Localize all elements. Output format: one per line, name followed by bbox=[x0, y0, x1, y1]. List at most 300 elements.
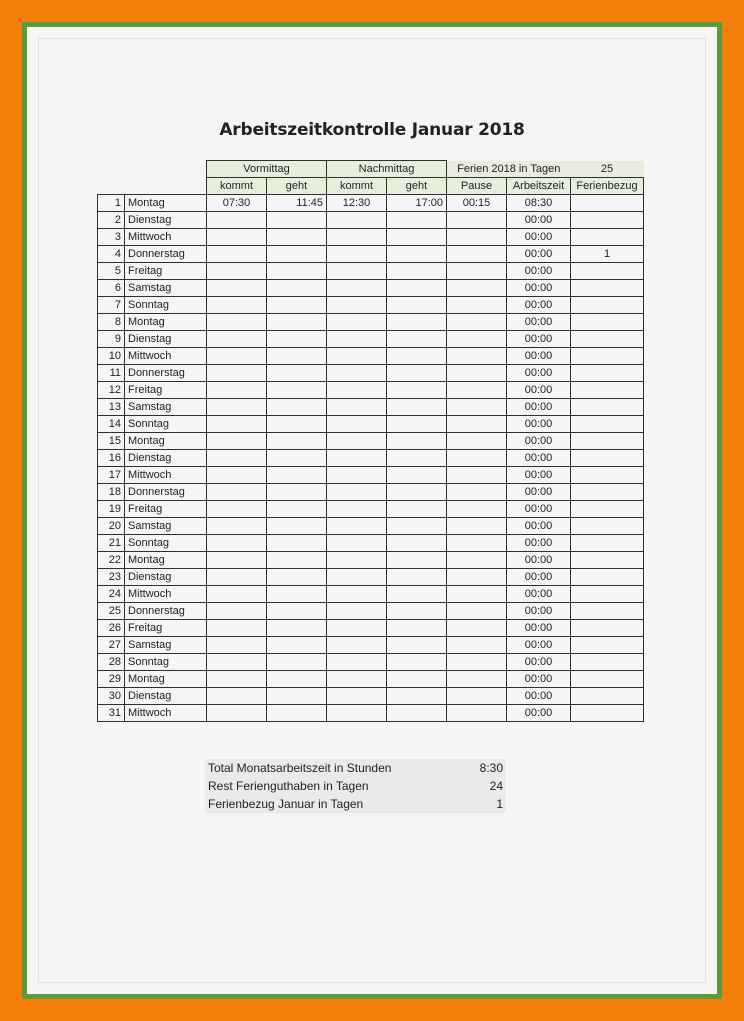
ferienbezug-cell[interactable] bbox=[571, 348, 644, 365]
vm-geht-cell[interactable] bbox=[267, 416, 327, 433]
day-number: 16 bbox=[98, 450, 125, 467]
vm-kommt-cell[interactable] bbox=[207, 416, 267, 433]
vm-geht-cell[interactable] bbox=[267, 450, 327, 467]
day-number: 17 bbox=[98, 467, 125, 484]
arbeitszeit-cell: 00:00 bbox=[507, 212, 571, 229]
col-header-nm-geht: geht bbox=[387, 178, 447, 195]
weekday: Montag bbox=[125, 671, 207, 688]
vm-geht-cell[interactable] bbox=[267, 382, 327, 399]
arbeitszeit-cell: 00:00 bbox=[507, 246, 571, 263]
weekday: Sonntag bbox=[125, 416, 207, 433]
vm-geht-cell[interactable] bbox=[267, 552, 327, 569]
arbeitszeit-cell: 00:00 bbox=[507, 518, 571, 535]
vm-geht-cell[interactable] bbox=[267, 348, 327, 365]
table-row bbox=[98, 399, 644, 416]
vm-geht-cell[interactable] bbox=[267, 399, 327, 416]
vm-kommt-cell[interactable] bbox=[207, 620, 267, 637]
arbeitszeit-cell: 00:00 bbox=[507, 569, 571, 586]
vm-geht-cell[interactable] bbox=[267, 212, 327, 229]
pause-cell[interactable] bbox=[447, 637, 507, 654]
table-body bbox=[98, 161, 644, 722]
vormittag-header: Vormittag bbox=[207, 161, 327, 178]
day-number: 1 bbox=[98, 195, 125, 212]
weekday: Mittwoch bbox=[125, 586, 207, 603]
nm-kommt-cell[interactable] bbox=[327, 620, 387, 637]
nm-geht-cell[interactable] bbox=[387, 603, 447, 620]
vm-kommt-cell[interactable] bbox=[207, 705, 267, 722]
ferienbezug-cell[interactable] bbox=[571, 535, 644, 552]
weekday: Dienstag bbox=[125, 450, 207, 467]
nm-geht-cell[interactable] bbox=[387, 246, 447, 263]
pause-cell[interactable] bbox=[447, 314, 507, 331]
vm-kommt-cell[interactable] bbox=[207, 263, 267, 280]
table-row bbox=[98, 416, 644, 433]
ferienbezug-cell[interactable] bbox=[571, 450, 644, 467]
day-number: 10 bbox=[98, 348, 125, 365]
table-row bbox=[98, 586, 644, 603]
nm-kommt-cell[interactable] bbox=[327, 246, 387, 263]
day-number: 22 bbox=[98, 552, 125, 569]
ferienbezug-cell[interactable] bbox=[571, 280, 644, 297]
nm-kommt-cell[interactable] bbox=[327, 433, 387, 450]
nm-kommt-cell[interactable] bbox=[327, 637, 387, 654]
col-header-nm-kommt: kommt bbox=[327, 178, 387, 195]
pause-cell[interactable] bbox=[447, 501, 507, 518]
pause-cell[interactable] bbox=[447, 280, 507, 297]
table-row bbox=[98, 348, 644, 365]
pause-cell[interactable] bbox=[447, 603, 507, 620]
table-row bbox=[98, 450, 644, 467]
vm-kommt-cell[interactable] bbox=[207, 399, 267, 416]
table-row bbox=[98, 467, 644, 484]
vm-kommt-cell[interactable]: 07:30 bbox=[207, 195, 267, 212]
weekday: Samstag bbox=[125, 280, 207, 297]
nm-geht-cell[interactable] bbox=[387, 688, 447, 705]
pause-cell[interactable] bbox=[447, 620, 507, 637]
pause-cell[interactable] bbox=[447, 654, 507, 671]
summary-row-total bbox=[205, 759, 506, 777]
table-row bbox=[98, 620, 644, 637]
table-row bbox=[98, 365, 644, 382]
day-number: 30 bbox=[98, 688, 125, 705]
nm-kommt-cell[interactable] bbox=[327, 382, 387, 399]
nm-kommt-cell[interactable] bbox=[327, 535, 387, 552]
table-row bbox=[98, 212, 644, 229]
pause-cell[interactable] bbox=[447, 331, 507, 348]
vm-kommt-cell[interactable] bbox=[207, 501, 267, 518]
summary-label: Ferienbezug Januar in Tagen bbox=[208, 797, 364, 811]
arbeitszeit-cell: 00:00 bbox=[507, 416, 571, 433]
nm-kommt-cell[interactable] bbox=[327, 569, 387, 586]
table-row bbox=[98, 246, 644, 263]
ferienbezug-cell[interactable] bbox=[571, 671, 644, 688]
nm-kommt-cell[interactable] bbox=[327, 484, 387, 501]
nm-geht-cell[interactable] bbox=[387, 212, 447, 229]
vm-kommt-cell[interactable] bbox=[207, 467, 267, 484]
nm-geht-cell[interactable] bbox=[387, 569, 447, 586]
vm-geht-cell[interactable] bbox=[267, 365, 327, 382]
weekday: Samstag bbox=[125, 637, 207, 654]
arbeitszeit-cell: 00:00 bbox=[507, 705, 571, 722]
day-number: 7 bbox=[98, 297, 125, 314]
weekday: Freitag bbox=[125, 263, 207, 280]
pause-cell[interactable] bbox=[447, 297, 507, 314]
weekday: Sonntag bbox=[125, 535, 207, 552]
table-row bbox=[98, 637, 644, 654]
nm-geht-cell[interactable] bbox=[387, 654, 447, 671]
nm-geht-cell[interactable] bbox=[387, 348, 447, 365]
vm-kommt-cell[interactable] bbox=[207, 246, 267, 263]
vm-kommt-cell[interactable] bbox=[207, 671, 267, 688]
ferienbezug-cell[interactable] bbox=[571, 654, 644, 671]
table-row bbox=[98, 331, 644, 348]
pause-cell[interactable] bbox=[447, 535, 507, 552]
vm-geht-cell[interactable]: 11:45 bbox=[267, 195, 327, 212]
pause-cell[interactable] bbox=[447, 348, 507, 365]
vm-geht-cell[interactable] bbox=[267, 637, 327, 654]
vm-geht-cell[interactable] bbox=[267, 246, 327, 263]
pause-cell[interactable] bbox=[447, 263, 507, 280]
vm-geht-cell[interactable] bbox=[267, 263, 327, 280]
ferienbezug-cell[interactable] bbox=[571, 518, 644, 535]
weekday: Montag bbox=[125, 314, 207, 331]
nm-kommt-cell[interactable] bbox=[327, 365, 387, 382]
ferienbezug-cell[interactable] bbox=[571, 467, 644, 484]
vm-kommt-cell[interactable] bbox=[207, 331, 267, 348]
nm-kommt-cell[interactable] bbox=[327, 416, 387, 433]
ferienbezug-cell[interactable] bbox=[571, 603, 644, 620]
day-number: 2 bbox=[98, 212, 125, 229]
nm-kommt-cell[interactable] bbox=[327, 263, 387, 280]
vm-kommt-cell[interactable] bbox=[207, 450, 267, 467]
ferienbezug-cell[interactable] bbox=[571, 416, 644, 433]
arbeitszeit-cell: 00:00 bbox=[507, 586, 571, 603]
nm-geht-cell[interactable] bbox=[387, 399, 447, 416]
ferienbezug-cell[interactable] bbox=[571, 195, 644, 212]
vm-geht-cell[interactable] bbox=[267, 331, 327, 348]
table-row bbox=[98, 535, 644, 552]
vm-kommt-cell[interactable] bbox=[207, 433, 267, 450]
vm-geht-cell[interactable] bbox=[267, 705, 327, 722]
nm-kommt-cell[interactable] bbox=[327, 280, 387, 297]
nm-geht-cell[interactable] bbox=[387, 365, 447, 382]
vm-geht-cell[interactable] bbox=[267, 535, 327, 552]
nm-kommt-cell[interactable] bbox=[327, 671, 387, 688]
arbeitszeit-cell: 00:00 bbox=[507, 620, 571, 637]
arbeitszeit-cell: 00:00 bbox=[507, 450, 571, 467]
pause-cell[interactable] bbox=[447, 552, 507, 569]
weekday: Donnerstag bbox=[125, 246, 207, 263]
arbeitszeit-cell: 00:00 bbox=[507, 348, 571, 365]
vm-geht-cell[interactable] bbox=[267, 314, 327, 331]
pause-cell[interactable] bbox=[447, 671, 507, 688]
weekday: Montag bbox=[125, 195, 207, 212]
nm-geht-cell[interactable] bbox=[387, 297, 447, 314]
day-number: 6 bbox=[98, 280, 125, 297]
pause-cell[interactable] bbox=[447, 416, 507, 433]
pause-cell[interactable] bbox=[447, 569, 507, 586]
pause-cell[interactable] bbox=[447, 467, 507, 484]
arbeitszeit-cell: 00:00 bbox=[507, 501, 571, 518]
nm-kommt-cell[interactable] bbox=[327, 518, 387, 535]
vm-kommt-cell[interactable] bbox=[207, 382, 267, 399]
vm-kommt-cell[interactable] bbox=[207, 212, 267, 229]
ferienbezug-cell[interactable] bbox=[571, 229, 644, 246]
nm-kommt-cell[interactable] bbox=[327, 501, 387, 518]
vm-geht-cell[interactable] bbox=[267, 603, 327, 620]
arbeitszeit-cell: 00:00 bbox=[507, 637, 571, 654]
ferien-label: Ferien 2018 in Tagen bbox=[447, 161, 571, 178]
summary-block bbox=[205, 759, 506, 813]
day-number: 28 bbox=[98, 654, 125, 671]
nm-geht-cell[interactable] bbox=[387, 518, 447, 535]
ferienbezug-cell[interactable] bbox=[571, 365, 644, 382]
pause-cell[interactable] bbox=[447, 518, 507, 535]
arbeitszeit-cell: 08:30 bbox=[507, 195, 571, 212]
nm-geht-cell[interactable] bbox=[387, 484, 447, 501]
nm-geht-cell[interactable] bbox=[387, 501, 447, 518]
nm-geht-cell[interactable] bbox=[387, 620, 447, 637]
arbeitszeit-cell: 00:00 bbox=[507, 331, 571, 348]
nm-geht-cell[interactable] bbox=[387, 671, 447, 688]
nm-geht-cell[interactable] bbox=[387, 552, 447, 569]
vm-kommt-cell[interactable] bbox=[207, 280, 267, 297]
vm-geht-cell[interactable] bbox=[267, 467, 327, 484]
nm-kommt-cell[interactable] bbox=[327, 348, 387, 365]
pause-cell[interactable] bbox=[447, 212, 507, 229]
arbeitszeit-cell: 00:00 bbox=[507, 535, 571, 552]
arbeitszeit-cell: 00:00 bbox=[507, 484, 571, 501]
pause-cell[interactable] bbox=[447, 586, 507, 603]
nachmittag-header: Nachmittag bbox=[327, 161, 447, 178]
day-number: 9 bbox=[98, 331, 125, 348]
vm-geht-cell[interactable] bbox=[267, 569, 327, 586]
nm-geht-cell[interactable] bbox=[387, 467, 447, 484]
col-header-arbeitszeit: Arbeitszeit bbox=[507, 178, 571, 195]
ferienbezug-cell[interactable] bbox=[571, 382, 644, 399]
pause-cell[interactable] bbox=[447, 484, 507, 501]
vm-kommt-cell[interactable] bbox=[207, 586, 267, 603]
weekday: Montag bbox=[125, 433, 207, 450]
vm-kommt-cell[interactable] bbox=[207, 637, 267, 654]
table-row bbox=[98, 569, 644, 586]
nm-geht-cell[interactable] bbox=[387, 314, 447, 331]
summary-value: 1 bbox=[496, 797, 503, 811]
arbeitszeit-cell: 00:00 bbox=[507, 603, 571, 620]
table-row bbox=[98, 603, 644, 620]
vm-kommt-cell[interactable] bbox=[207, 552, 267, 569]
arbeitszeit-cell: 00:00 bbox=[507, 433, 571, 450]
arbeitszeit-cell: 00:00 bbox=[507, 297, 571, 314]
day-number: 23 bbox=[98, 569, 125, 586]
vm-geht-cell[interactable] bbox=[267, 501, 327, 518]
ferienbezug-cell[interactable] bbox=[571, 297, 644, 314]
ferienbezug-cell[interactable] bbox=[571, 331, 644, 348]
arbeitszeit-cell: 00:00 bbox=[507, 229, 571, 246]
nm-kommt-cell[interactable] bbox=[327, 654, 387, 671]
nm-geht-cell[interactable] bbox=[387, 637, 447, 654]
summary-row-rest bbox=[205, 777, 506, 795]
nm-geht-cell[interactable] bbox=[387, 382, 447, 399]
summary-row-bezug bbox=[205, 795, 506, 813]
day-number: 8 bbox=[98, 314, 125, 331]
arbeitszeit-cell: 00:00 bbox=[507, 365, 571, 382]
summary-value: 24 bbox=[489, 779, 503, 793]
day-number: 31 bbox=[98, 705, 125, 722]
ferienbezug-cell[interactable] bbox=[571, 569, 644, 586]
nm-kommt-cell[interactable] bbox=[327, 229, 387, 246]
document-title: Arbeitszeitkontrolle Januar 2018 bbox=[219, 120, 525, 140]
nm-kommt-cell[interactable] bbox=[327, 467, 387, 484]
vm-geht-cell[interactable] bbox=[267, 484, 327, 501]
vm-kommt-cell[interactable] bbox=[207, 535, 267, 552]
weekday: Dienstag bbox=[125, 688, 207, 705]
vm-kommt-cell[interactable] bbox=[207, 603, 267, 620]
vm-kommt-cell[interactable] bbox=[207, 348, 267, 365]
vm-kommt-cell[interactable] bbox=[207, 654, 267, 671]
arbeitszeit-cell: 00:00 bbox=[507, 382, 571, 399]
col-header-ferienbezug: Ferienbezug bbox=[571, 178, 644, 195]
arbeitszeit-cell: 00:00 bbox=[507, 280, 571, 297]
ferienbezug-cell[interactable] bbox=[571, 433, 644, 450]
nm-kommt-cell[interactable] bbox=[327, 331, 387, 348]
nm-geht-cell[interactable] bbox=[387, 535, 447, 552]
ferienbezug-cell[interactable] bbox=[571, 212, 644, 229]
vm-kommt-cell[interactable] bbox=[207, 569, 267, 586]
day-number: 11 bbox=[98, 365, 125, 382]
vm-kommt-cell[interactable] bbox=[207, 314, 267, 331]
vm-kommt-cell[interactable] bbox=[207, 688, 267, 705]
table-row bbox=[98, 297, 644, 314]
arbeitszeit-cell: 00:00 bbox=[507, 314, 571, 331]
ferienbezug-cell[interactable] bbox=[571, 263, 644, 280]
pause-cell[interactable] bbox=[447, 450, 507, 467]
pause-cell[interactable] bbox=[447, 246, 507, 263]
nm-kommt-cell[interactable] bbox=[327, 705, 387, 722]
vm-geht-cell[interactable] bbox=[267, 671, 327, 688]
weekday: Dienstag bbox=[125, 212, 207, 229]
day-number: 25 bbox=[98, 603, 125, 620]
vm-geht-cell[interactable] bbox=[267, 654, 327, 671]
nm-geht-cell[interactable] bbox=[387, 280, 447, 297]
ferien-value: 25 bbox=[571, 161, 644, 178]
ferienbezug-cell[interactable] bbox=[571, 399, 644, 416]
ferienbezug-cell[interactable] bbox=[571, 552, 644, 569]
ferienbezug-cell[interactable] bbox=[571, 688, 644, 705]
nm-kommt-cell[interactable] bbox=[327, 297, 387, 314]
table-row bbox=[98, 195, 644, 212]
ferienbezug-cell[interactable] bbox=[571, 637, 644, 654]
summary-value: 8:30 bbox=[479, 761, 503, 775]
pause-cell[interactable] bbox=[447, 688, 507, 705]
pause-cell[interactable] bbox=[447, 705, 507, 722]
summary-label: Rest Ferienguthaben in Tagen bbox=[208, 779, 369, 793]
vm-geht-cell[interactable] bbox=[267, 688, 327, 705]
weekday: Freitag bbox=[125, 382, 207, 399]
nm-kommt-cell[interactable] bbox=[327, 314, 387, 331]
nm-geht-cell[interactable] bbox=[387, 229, 447, 246]
weekday: Sonntag bbox=[125, 654, 207, 671]
ferienbezug-cell[interactable]: 1 bbox=[571, 246, 644, 263]
vm-geht-cell[interactable] bbox=[267, 620, 327, 637]
vm-geht-cell[interactable] bbox=[267, 280, 327, 297]
pause-cell[interactable] bbox=[447, 365, 507, 382]
vm-geht-cell[interactable] bbox=[267, 229, 327, 246]
arbeitszeit-cell: 00:00 bbox=[507, 399, 571, 416]
day-number: 21 bbox=[98, 535, 125, 552]
day-number: 4 bbox=[98, 246, 125, 263]
vm-geht-cell[interactable] bbox=[267, 433, 327, 450]
day-number: 3 bbox=[98, 229, 125, 246]
nm-geht-cell[interactable] bbox=[387, 433, 447, 450]
nm-kommt-cell[interactable] bbox=[327, 212, 387, 229]
pause-cell[interactable] bbox=[447, 229, 507, 246]
nm-kommt-cell[interactable]: 12:30 bbox=[327, 195, 387, 212]
day-number: 14 bbox=[98, 416, 125, 433]
weekday: Samstag bbox=[125, 399, 207, 416]
vm-geht-cell[interactable] bbox=[267, 297, 327, 314]
pause-cell[interactable] bbox=[447, 382, 507, 399]
summary-label: Total Monatsarbeitszeit in Stunden bbox=[208, 761, 392, 775]
vm-geht-cell[interactable] bbox=[267, 518, 327, 535]
nm-geht-cell[interactable] bbox=[387, 705, 447, 722]
weekday: Mittwoch bbox=[125, 705, 207, 722]
weekday: Donnerstag bbox=[125, 365, 207, 382]
vm-kommt-cell[interactable] bbox=[207, 297, 267, 314]
nm-geht-cell[interactable] bbox=[387, 450, 447, 467]
nm-geht-cell[interactable] bbox=[387, 416, 447, 433]
vm-kommt-cell[interactable] bbox=[207, 229, 267, 246]
col-header-vm-geht: geht bbox=[267, 178, 327, 195]
nm-kommt-cell[interactable] bbox=[327, 450, 387, 467]
nm-geht-cell[interactable]: 17:00 bbox=[387, 195, 447, 212]
ferienbezug-cell[interactable] bbox=[571, 314, 644, 331]
nm-kommt-cell[interactable] bbox=[327, 399, 387, 416]
table-row bbox=[98, 280, 644, 297]
nm-geht-cell[interactable] bbox=[387, 586, 447, 603]
col-header-vm-kommt: kommt bbox=[207, 178, 267, 195]
nm-geht-cell[interactable] bbox=[387, 263, 447, 280]
ferienbezug-cell[interactable] bbox=[571, 501, 644, 518]
ferienbezug-cell[interactable] bbox=[571, 484, 644, 501]
pause-cell[interactable] bbox=[447, 399, 507, 416]
vm-kommt-cell[interactable] bbox=[207, 365, 267, 382]
ferienbezug-cell[interactable] bbox=[571, 705, 644, 722]
day-number: 29 bbox=[98, 671, 125, 688]
day-number: 20 bbox=[98, 518, 125, 535]
weekday: Freitag bbox=[125, 501, 207, 518]
nm-geht-cell[interactable] bbox=[387, 331, 447, 348]
pause-cell[interactable]: 00:15 bbox=[447, 195, 507, 212]
vm-geht-cell[interactable] bbox=[267, 586, 327, 603]
day-number: 15 bbox=[98, 433, 125, 450]
arbeitszeit-cell: 00:00 bbox=[507, 654, 571, 671]
nm-kommt-cell[interactable] bbox=[327, 586, 387, 603]
vm-kommt-cell[interactable] bbox=[207, 484, 267, 501]
weekday: Mittwoch bbox=[125, 348, 207, 365]
nm-kommt-cell[interactable] bbox=[327, 603, 387, 620]
ferienbezug-cell[interactable] bbox=[571, 586, 644, 603]
nm-kommt-cell[interactable] bbox=[327, 688, 387, 705]
ferienbezug-cell[interactable] bbox=[571, 620, 644, 637]
arbeitszeit-cell: 00:00 bbox=[507, 263, 571, 280]
vm-kommt-cell[interactable] bbox=[207, 518, 267, 535]
day-number: 12 bbox=[98, 382, 125, 399]
table-row bbox=[98, 263, 644, 280]
header-row-columns bbox=[98, 178, 644, 195]
pause-cell[interactable] bbox=[447, 433, 507, 450]
nm-kommt-cell[interactable] bbox=[327, 552, 387, 569]
